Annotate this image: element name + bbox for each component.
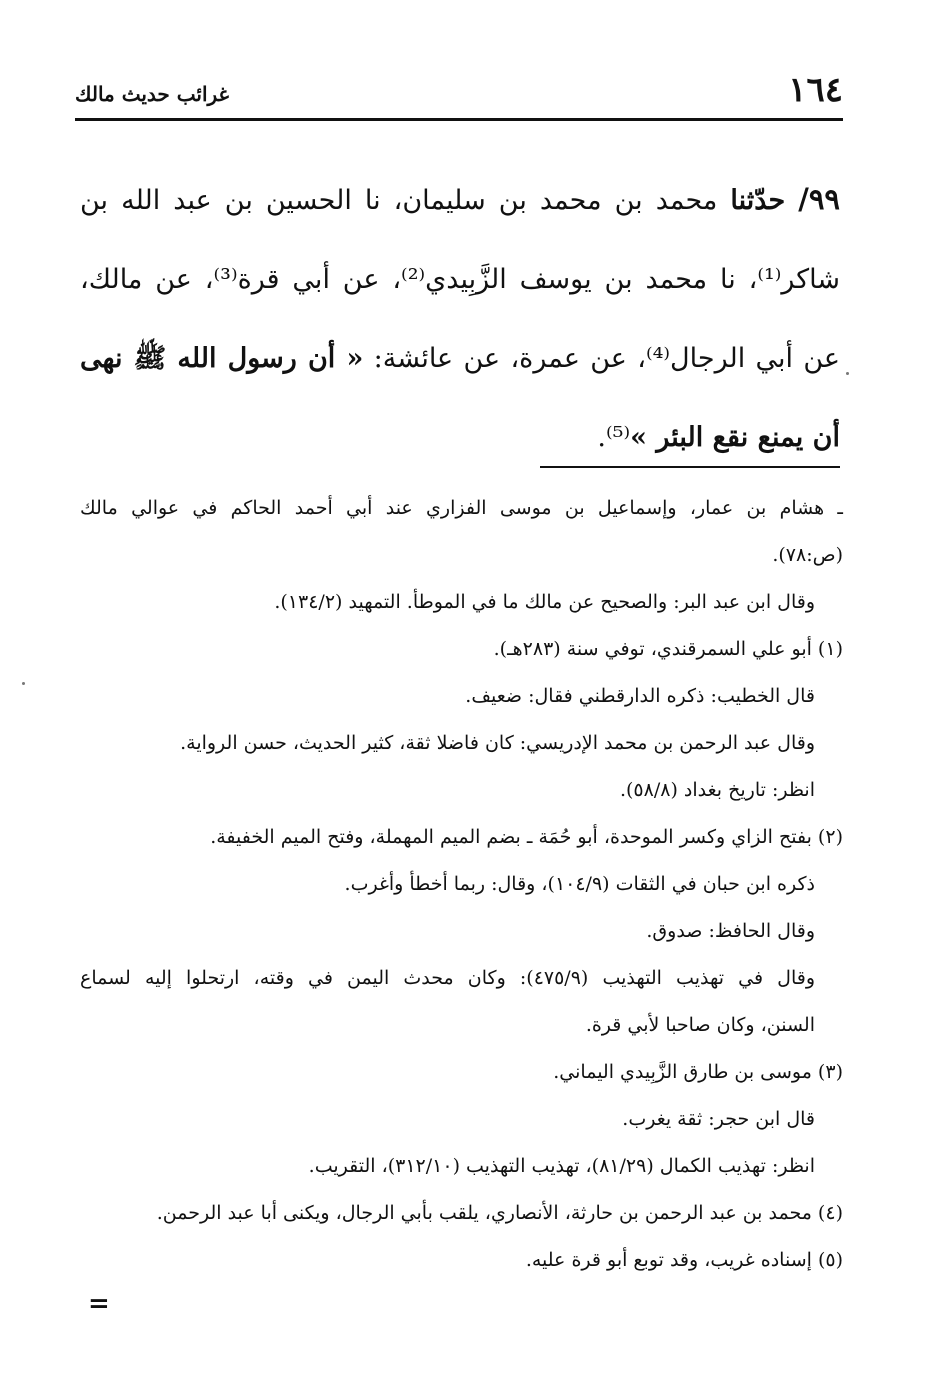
page-number: ١٦٤ — [788, 70, 843, 110]
footnote-line: قال ابن حجر: ثقة يغرب. — [622, 1108, 815, 1130]
hadith-number: ٩٩/ — [798, 182, 840, 216]
footnote-line: وقال ابن عبد البر: والصحيح عن مالك ما في الموطأ. التمهيد (١٣٤/٢). — [274, 591, 815, 613]
hadith-closing: ⁽⁵⁾. — [597, 422, 631, 453]
footnote-line: السنن، وكان صاحبا لأبي قرة. — [585, 1014, 815, 1036]
footnote-line: وقال الحافظ: صدوق. — [646, 920, 815, 942]
header-rule — [75, 118, 843, 121]
hadith-matn: « أن رسول الله ﷺ نهى أن يمنع نقع البئر » — [80, 343, 840, 453]
footnote-separator — [540, 466, 840, 468]
footnote-line: وقال في تهذيب التهذيب (٤٧٥/٩): وكان محدث اليمن في وقته، ارتحلوا إليه لسماع — [80, 967, 815, 989]
footnote-line: (٤) محمد بن عبد الرحمن بن حارثة، الأنصاري، يلقب بأبي الرجال، ويكنى أبا عبد الرحمن. — [156, 1202, 843, 1224]
page-header — [75, 70, 843, 116]
scan-speck — [846, 372, 849, 375]
footnote-line: (٣) موسى بن طارق الزَّبِيدي اليماني. — [553, 1061, 843, 1083]
footnote-line: ذكره ابن حبان في الثقات (١٠٤/٩)، وقال: ربما أخطأ وأغرب. — [344, 873, 815, 895]
footnote-line: انظر: تاريخ بغداد (٥٨/٨). — [619, 779, 815, 801]
footnote-line: (ص:٧٨). — [772, 544, 843, 566]
footnote-line: (٥) إسناده غريب، وقد توبع أبو قرة عليه. — [525, 1249, 843, 1271]
footnote-line: انظر: تهذيب الكمال (٨١/٢٩)، تهذيب التهذيب (٣١٢/١٠)، التقريب. — [308, 1155, 815, 1177]
footnote-line: (٢) بفتح الزاي وكسر الموحدة، أبو حُمَة ـ بضم الميم المهملة، وفتح الميم الخفيفة. — [210, 826, 843, 848]
footnote-line: قال الخطيب: ذكره الدارقطني فقال: ضعيف. — [465, 685, 815, 707]
footnote-line: وقال عبد الرحمن بن محمد الإدريسي: كان فاضلا ثقة، كثير الحديث، حسن الرواية. — [180, 732, 815, 754]
hadith-opening: حدّثنا — [730, 185, 786, 216]
footnote-line: (١) أبو علي السمرقندي، توفي سنة (٢٨٣هـ). — [493, 638, 843, 660]
running-title: غرائب حديث مالك — [75, 82, 230, 106]
hadith-isnad: محمد بن محمد بن سليمان، نا الحسين بن عبد الله بن شاكر⁽¹⁾، نا محمد بن يوسف الزَّبِيدي⁽²⁾، عن أبي قرة⁽³⁾، عن مالك، عن أبي الرجال⁽⁴⁾، عن عمرة، عن عائشة: — [80, 185, 841, 374]
end-mark: = — [88, 1289, 110, 1319]
hadith-paragraph — [80, 160, 840, 477]
footnote-line: ـ هشام بن عمار، وإسماعيل بن موسى الفزاري عند أبي أحمد الحاكم في عوالي مالك — [80, 497, 843, 519]
footnotes — [80, 485, 843, 1284]
scan-speck — [22, 682, 25, 685]
